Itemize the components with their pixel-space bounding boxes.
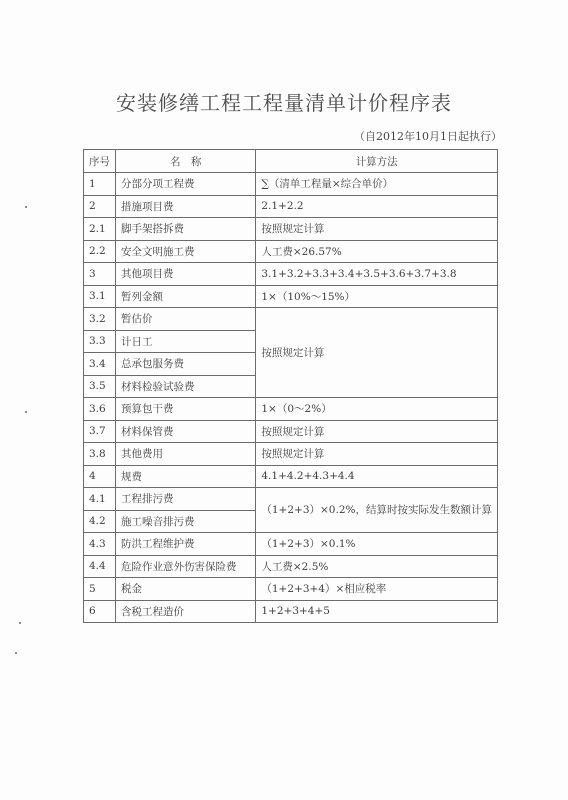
row-method-merged: 按照规定计算: [256, 308, 498, 398]
row-no: 4.2: [84, 510, 116, 533]
row-no: 6: [84, 600, 116, 623]
row-no: 4.3: [84, 533, 116, 556]
row-method: 按照规定计算: [256, 218, 498, 241]
table-row: [84, 398, 498, 421]
row-no: 2.1: [84, 218, 116, 241]
table-row: [84, 308, 498, 331]
row-method: 4.1+4.2+4.3+4.4: [256, 465, 498, 488]
row-no: 3.2: [84, 308, 116, 331]
row-name: 其他项目费: [116, 263, 256, 286]
table-row: [84, 443, 498, 466]
row-name: 暂估价: [116, 308, 256, 331]
table-header-row: [84, 150, 498, 173]
row-no: 3: [84, 263, 116, 286]
pricing-procedure-table: [83, 149, 498, 623]
row-method: ∑（清单工程量×综合单价）: [256, 173, 498, 196]
row-method: 1+2+3+4+5: [256, 600, 498, 623]
row-method: 2.1+2.2: [256, 195, 498, 218]
row-name: 计日工: [116, 330, 256, 353]
row-name: 规费: [116, 465, 256, 488]
row-no: 3.8: [84, 443, 116, 466]
table-row: [84, 263, 498, 286]
row-method: 3.1+3.2+3.3+3.4+3.5+3.6+3.7+3.8: [256, 263, 498, 286]
row-no: 3.4: [84, 353, 116, 376]
row-method: （1+2+3+4）×相应税率: [256, 578, 498, 601]
scan-speck: [19, 622, 21, 624]
table-row: [84, 578, 498, 601]
row-no: 3.5: [84, 375, 116, 398]
table-row: [84, 555, 498, 578]
row-method: 1×（10%～15%）: [256, 285, 498, 308]
row-name: 其他费用: [116, 443, 256, 466]
table-row: [84, 600, 498, 623]
row-no: 4.4: [84, 555, 116, 578]
row-no: 4.1: [84, 488, 116, 511]
row-no: 2.2: [84, 240, 116, 263]
row-name: 安全文明施工费: [116, 240, 256, 263]
row-method: 人工费×26.57%: [256, 240, 498, 263]
row-name: 防洪工程维护费: [116, 533, 256, 556]
header-method: 计算方法: [256, 150, 498, 173]
row-name: 工程排污费: [116, 488, 256, 511]
table-row: [84, 420, 498, 443]
row-name: 暂列金额: [116, 285, 256, 308]
row-name: 总承包服务费: [116, 353, 256, 376]
row-method: 1×（0～2%）: [256, 398, 498, 421]
row-no: 5: [84, 578, 116, 601]
row-no: 3.6: [84, 398, 116, 421]
row-name: 分部分项工程费: [116, 173, 256, 196]
row-name: 含税工程造价: [116, 600, 256, 623]
document-title: 安装修缮工程工程量清单计价程序表: [116, 91, 452, 115]
header-no: 序号: [84, 150, 116, 173]
row-no: 1: [84, 173, 116, 196]
row-no: 3.1: [84, 285, 116, 308]
row-name: 措施项目费: [116, 195, 256, 218]
effective-date-note: （自2012年10月1日起执行）: [354, 130, 502, 143]
row-method: （1+2+3）×0.1%: [256, 533, 498, 556]
row-method: 人工费×2.5%: [256, 555, 498, 578]
scan-speck: [25, 411, 27, 413]
table-row: [84, 240, 498, 263]
row-no: 2: [84, 195, 116, 218]
table-row: [84, 218, 498, 241]
table-row: [84, 533, 498, 556]
table-row: [84, 195, 498, 218]
header-name: 名 称: [116, 150, 256, 173]
row-no: 4: [84, 465, 116, 488]
row-name: 危险作业意外伤害保险费: [116, 555, 256, 578]
row-name: 材料保管费: [116, 420, 256, 443]
scan-speck: [25, 206, 27, 208]
table-row: [84, 465, 498, 488]
table-row: [84, 285, 498, 308]
table-row: [84, 488, 498, 511]
scan-speck: [15, 652, 17, 654]
row-name: 税金: [116, 578, 256, 601]
row-method: 按照规定计算: [256, 420, 498, 443]
row-name: 材料检验试验费: [116, 375, 256, 398]
table-row: [84, 173, 498, 196]
row-no: 3.3: [84, 330, 116, 353]
row-name: 脚手架搭拆费: [116, 218, 256, 241]
row-method: 按照规定计算: [256, 443, 498, 466]
row-no: 3.7: [84, 420, 116, 443]
row-name: 施工噪音排污费: [116, 510, 256, 533]
row-method-merged: （1+2+3）×0.2%，结算时按实际发生数额计算: [256, 488, 498, 533]
row-name: 预算包干费: [116, 398, 256, 421]
